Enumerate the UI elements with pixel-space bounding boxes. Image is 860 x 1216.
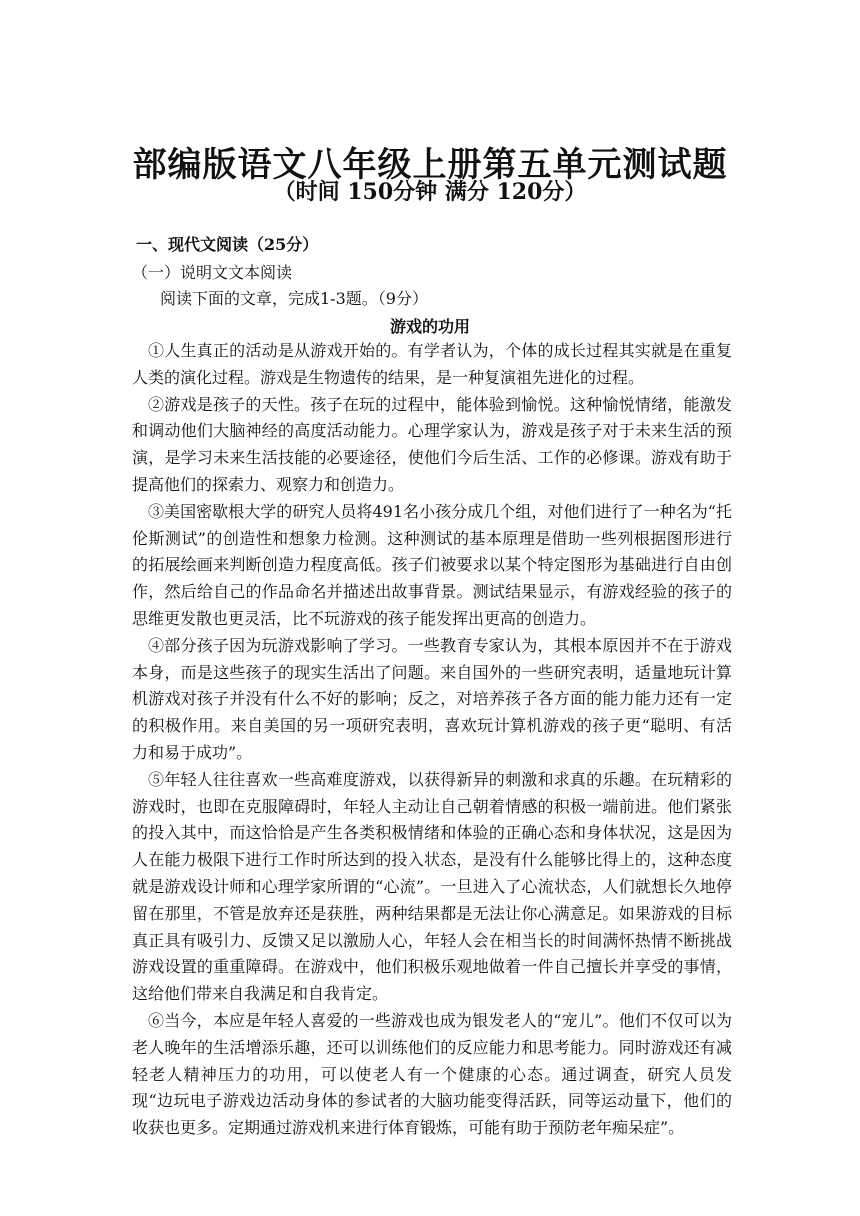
article-paragraph-1: ①人生真正的活动是从游戏开始的。有学者认为，个体的成长过程其实就是在重复人类的演化过程。游戏是生物遗传的结果，是一种复演祖先进化的过程。 [132,341,732,387]
subsection-heading-expository-reading: （一）说明文文本阅读 [132,263,293,282]
article-paragraph-2: ②游戏是孩子的天性。孩子在玩的过程中，能体验到愉悦。这种愉悦情绪，能激发和调动他们大脑神经的高度活动能力。心理学家认为，游戏是孩子对于未来生活的预演，是学习未来生活技能的必要途径，使他们今后生活、工作的必修课。游戏有助于提高他们的探索力、观察力和创造力。 [132,394,732,494]
reading-instruction: 阅读下面的文章，完成1-3题。（9分） [160,289,428,308]
exam-time-and-score: （时间 150分钟 满分 120分） [273,179,587,205]
article-paragraph-3: ③美国密歇根大学的研究人员将491名小孩分成几个组，对他们进行了一种名为“托伦斯测试”的创造性和想象力检测。这种测试的基本原理是借助一些列根据图形进行的拓展绘画来判断创造力程度高低。孩子们被要求以某个特定图形为基础进行自由创作，然后给自己的作品命名并描述出故事背景。测试结果显示，有游戏经验的孩子的思维更发散也更灵活，比不玩游戏的孩子能发挥出更高的创造力。 [132,501,732,628]
article-paragraph-5: ⑤年轻人往往喜欢一些高难度游戏，以获得新异的刺激和求真的乐趣。在玩精彩的游戏时，也即在克服障碍时，年轻人主动让自己朝着情感的积极一端前进。他们紧张的投入其中，而这恰恰是产生各类积极情绪和体验的正确心态和身体状况，这是因为人在能力极限下进行工作时所达到的投入状态，是没有什么能够比得上的，这种态度就是游戏设计师和心理学家所谓的“心流”。一旦进入了心流状态，人们就想长久地停留在那里，不管是放弃还是获胜，两种结果都是无法让你心满意足。如果游戏的目标真正具有吸引力、反馈又足以激励人心，年轻人会在相当长的时间满怀热情不断挑战游戏设置的重重障碍。在游戏中，他们积极乐观地做着一件自己擅长并享受的事情，这给他们带来自我满足和自我肯定。 [132,769,732,1004]
section-heading-modern-reading: 一、现代文阅读（25分） [136,235,319,254]
article-paragraph-6: ⑥当今，本应是年轻人喜爱的一些游戏也成为银发老人的“宠儿”。他们不仅可以为老人晚年的生活增添乐趣，还可以训练他们的反应能力和思考能力。同时游戏还有减轻老人精神压力的功用，可以使老人有一个健康的心态。通过调查，研究人员发现“边玩电子游戏边活动身体的参试者的大脑功能变得活跃，同等运动量下，他们的收获也更多。定期通过游戏机来进行体育锻炼，可能有助于预防老年痴呆症”。 [132,1010,732,1138]
article-paragraph-4: ④部分孩子因为玩游戏影响了学习。一些教育专家认为，其根本原因并不在于游戏本身，而是这些孩子的现实生活出了问题。来自国外的一些研究表明，适量地玩计算机游戏对孩子并没有什么不好的影响；反之，对培养孩子各方面的能力能力还有一定的积极作用。来自美国的另一项研究表明，喜欢玩计算机游戏的孩子更“聪明、有活力和易于成功”。 [132,635,732,762]
article-body [132,338,732,1142]
article-title: 游戏的功用 [389,317,470,336]
document-title: 部编版语文八年级上册第五单元测试题 [132,144,728,185]
